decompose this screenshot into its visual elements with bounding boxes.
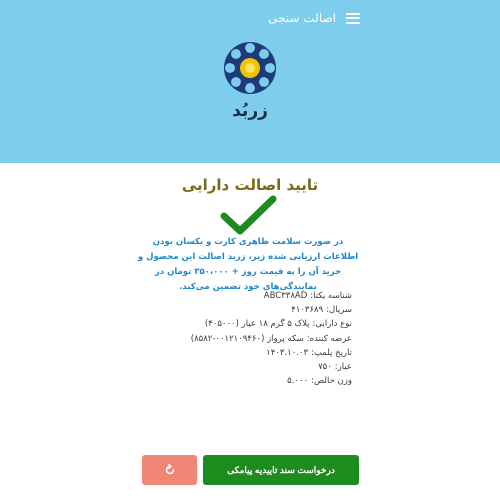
guarantee-notice: در صورت سلامت ظاهری کارت و یکسان بودن اطلاعات ارزیابی شده زیر، زربد اصالت این محصول و خرید آن را به قیمت روز + ۳۵۰،۰۰۰ تومان در نمایندگی‌های خود تضمین می‌کند. (137, 237, 359, 292)
detail-supplier: عرضه کننده:سکه پرواز (۰۰۱۲۱۰۹۴۶۰-۸۵۸۲) (190, 333, 352, 344)
detail-purity: عیار:۷۵۰ (318, 362, 352, 373)
detail-unique-id: شناسه یکتا:ABC۳۳۸AD (263, 291, 352, 301)
refresh-button[interactable] (142, 455, 197, 485)
app-title: اصالت سنجی (268, 11, 336, 25)
detail-seal-date: تاریخ پلمپ:۱۴۰۳.۱۰.۰۳ (266, 347, 352, 358)
top-bar (268, 10, 360, 26)
main-content (0, 163, 500, 500)
request-sms-confirmation-button[interactable]: درخواست سند تاییدیه پیامکی (203, 455, 359, 485)
detail-net-weight: وزن خالص:۵.۰۰۰ (287, 376, 352, 387)
refresh-icon (164, 464, 176, 476)
detail-asset-type: نوع دارایی:پلاک ۵ گرم ۱۸ عیار (۴۰۵۰۰۰) (204, 319, 352, 330)
detail-serial: سریال:۴۱۰۳۶۸۹ (291, 305, 352, 316)
check-icon (218, 195, 278, 237)
header (0, 0, 500, 163)
asset-details (132, 289, 352, 388)
logo-text: زربُد (232, 101, 268, 120)
zarbod-logo (219, 40, 281, 120)
hamburger-menu-icon[interactable] (346, 13, 360, 24)
page-title: تایید اصالت دارایی (181, 176, 319, 194)
